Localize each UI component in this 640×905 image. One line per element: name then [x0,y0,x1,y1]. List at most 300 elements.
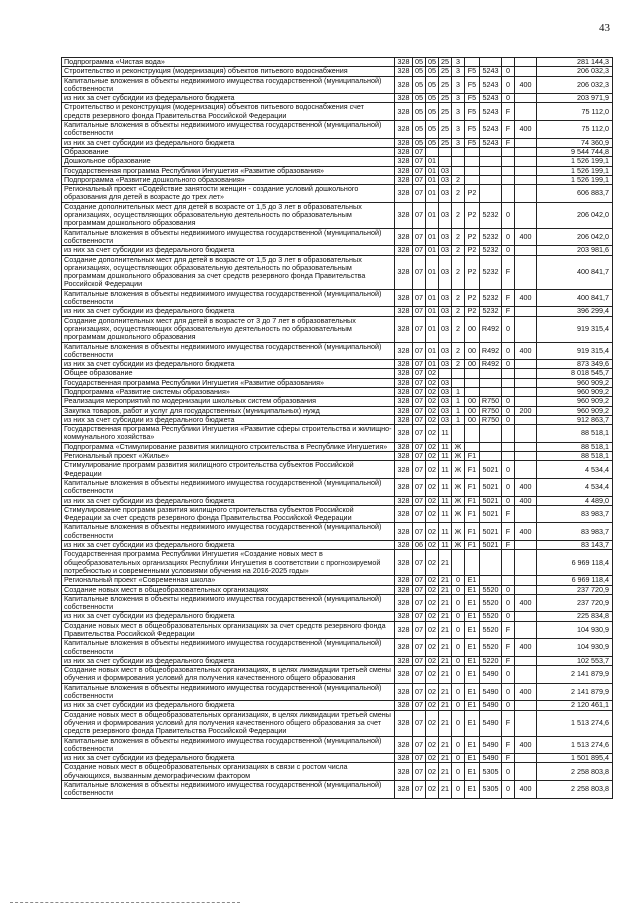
row-code-pr: 05 [426,58,439,67]
row-code-ved: 328 [395,157,413,166]
row-amount: 104 930,9 [537,621,613,639]
row-code-csr3: 00 [465,316,480,342]
row-code-csr3: E1 [465,666,480,684]
row-code-csr4 [480,550,502,576]
row-name: Региональный проект «Современная школа» [62,576,395,585]
row-name: Капитальные вложения в объекты недвижимого имущества государственной (муниципальной) собственности [62,478,395,496]
row-code-rz: 07 [413,185,426,203]
row-amount: 102 553,7 [537,656,613,665]
row-code-ved: 328 [395,255,413,289]
row-amount: 8 018 545,7 [537,369,613,378]
row-name: Закупка товаров, работ и услуг для государственных (муниципальных) нужд [62,406,395,415]
row-code-pr: 02 [426,621,439,639]
row-code-csr4: 5490 [480,710,502,736]
row-code-csr4: 5520 [480,612,502,621]
row-code-vr [515,541,537,550]
row-code-csr4: R492 [480,360,502,369]
row-code-csr2: 0 [452,763,465,781]
row-code-ved: 328 [395,666,413,684]
row-code-pr: 05 [426,121,439,139]
row-code-pr: 05 [426,76,439,94]
row-name: Подпрограмма «Стимулирование развития жилищного строительства в Республике Ингушетия» [62,442,395,451]
row-code-pr: 02 [426,666,439,684]
row-amount: 203 971,9 [537,94,613,103]
row-code-csr4 [480,185,502,203]
row-code-rz: 05 [413,58,426,67]
row-code-csr2: 0 [452,585,465,594]
table-row [62,378,613,387]
row-code-csr1: 03 [439,316,452,342]
row-code-ved: 328 [395,523,413,541]
row-code-rz: 07 [413,246,426,255]
table-row [62,442,613,451]
row-code-csr4: 5305 [480,781,502,799]
row-code-csr5: F [502,138,515,147]
table-row [62,781,613,799]
row-code-csr1: 11 [439,496,452,505]
row-code-pr: 02 [426,736,439,754]
row-code-vr [515,612,537,621]
row-code-csr4: 5243 [480,94,502,103]
row-code-csr5: 0 [502,342,515,360]
row-code-csr4: 5243 [480,67,502,76]
row-code-csr1: 25 [439,138,452,147]
row-code-pr: 02 [426,387,439,396]
budget-table [61,57,613,799]
row-code-vr: 400 [515,496,537,505]
row-code-csr5 [502,175,515,184]
row-code-csr4 [480,378,502,387]
row-code-rz: 05 [413,103,426,121]
row-code-vr [515,452,537,461]
row-code-csr1: 03 [439,307,452,316]
table-row [62,621,613,639]
row-code-pr: 02 [426,550,439,576]
row-code-vr [515,202,537,228]
row-code-csr5: F [502,103,515,121]
row-code-csr1: 25 [439,103,452,121]
row-amount: 88 518,1 [537,452,613,461]
row-code-rz: 07 [413,425,426,443]
table-row [62,157,613,166]
row-code-csr4: 5520 [480,594,502,612]
row-code-csr4: R750 [480,397,502,406]
table-row [62,342,613,360]
row-code-csr3: 00 [465,406,480,415]
row-code-vr [515,316,537,342]
row-code-pr: 02 [426,639,439,657]
row-code-pr: 02 [426,505,439,523]
page-number: 43 [599,22,610,34]
row-code-csr3: F5 [465,103,480,121]
table-row [62,147,613,156]
table-row [62,656,613,665]
row-amount: 88 518,1 [537,442,613,451]
row-code-csr4: 5220 [480,656,502,665]
row-name: Дошкольное образование [62,157,395,166]
row-code-csr5: 0 [502,76,515,94]
row-name: из них за счет субсидии из федерального бюджета [62,541,395,550]
row-code-rz: 05 [413,76,426,94]
row-code-csr1: 11 [439,505,452,523]
row-code-csr3: P2 [465,289,480,307]
row-code-csr3: P2 [465,246,480,255]
row-code-csr4: 5490 [480,666,502,684]
row-code-csr5: 0 [502,763,515,781]
row-code-rz: 07 [413,666,426,684]
row-code-rz: 07 [413,505,426,523]
row-name: Реализация мероприятий по модернизации школьных систем образования [62,397,395,406]
row-name: Государственная программа Республики Ингушетия «Развитие сферы строительства и жилищно-коммунального хозяйства» [62,425,395,443]
row-code-csr2: 3 [452,76,465,94]
row-code-vr [515,157,537,166]
row-code-vr: 400 [515,594,537,612]
row-code-ved: 328 [395,342,413,360]
row-code-csr4 [480,58,502,67]
row-code-csr4 [480,387,502,396]
row-code-rz: 07 [413,594,426,612]
row-name: из них за счет субсидии из федерального бюджета [62,307,395,316]
table-row [62,369,613,378]
row-code-vr [515,387,537,396]
row-name: из них за счет субсидии из федерального бюджета [62,138,395,147]
row-code-csr1: 03 [439,175,452,184]
row-code-csr4 [480,147,502,156]
row-amount: 960 909,2 [537,378,613,387]
row-code-csr2 [452,378,465,387]
row-code-csr5: F [502,523,515,541]
row-code-csr2: 0 [452,656,465,665]
row-name: Подпрограмма «Чистая вода» [62,58,395,67]
row-code-csr5: 0 [502,67,515,76]
row-code-csr4: 5021 [480,523,502,541]
row-code-pr: 02 [426,369,439,378]
row-code-csr1: 25 [439,94,452,103]
row-code-csr3: E1 [465,754,480,763]
table-row [62,94,613,103]
row-code-csr1: 25 [439,67,452,76]
row-code-rz: 07 [413,406,426,415]
row-name: Капитальные вложения в объекты недвижимого имущества государственной (муниципальной) собственности [62,683,395,701]
row-code-pr: 01 [426,307,439,316]
row-code-pr: 02 [426,541,439,550]
row-code-csr4: 5520 [480,639,502,657]
row-code-rz: 07 [413,523,426,541]
row-code-csr1: 21 [439,701,452,710]
row-code-pr: 02 [426,576,439,585]
row-code-csr3 [465,369,480,378]
row-code-csr3: 00 [465,397,480,406]
row-code-ved: 328 [395,202,413,228]
row-code-csr4 [480,425,502,443]
row-code-csr5: 0 [502,683,515,701]
row-code-rz: 07 [413,754,426,763]
table-row [62,541,613,550]
row-code-rz: 07 [413,585,426,594]
row-code-ved: 328 [395,67,413,76]
row-code-rz: 07 [413,576,426,585]
row-code-csr2: 2 [452,202,465,228]
row-code-csr3: E1 [465,683,480,701]
row-code-ved: 328 [395,228,413,246]
row-code-vr: 400 [515,342,537,360]
row-code-csr1: 21 [439,550,452,576]
row-amount: 400 841,7 [537,289,613,307]
row-code-ved: 328 [395,397,413,406]
row-code-csr5 [502,147,515,156]
row-code-csr2: 0 [452,710,465,736]
row-code-rz: 07 [413,639,426,657]
row-code-csr3: F5 [465,94,480,103]
row-code-ved: 328 [395,246,413,255]
row-code-csr1 [439,369,452,378]
row-amount: 206 042,0 [537,202,613,228]
row-code-vr: 400 [515,289,537,307]
row-amount: 1 513 274,6 [537,736,613,754]
row-code-vr [515,576,537,585]
table-row [62,585,613,594]
row-code-csr4: 5232 [480,289,502,307]
row-code-csr2: 0 [452,576,465,585]
row-code-csr3: P2 [465,255,480,289]
row-code-pr: 02 [426,478,439,496]
row-code-rz: 07 [413,397,426,406]
row-code-rz: 07 [413,166,426,175]
row-code-ved: 328 [395,406,413,415]
row-code-rz: 07 [413,496,426,505]
row-code-rz: 07 [413,442,426,451]
row-code-rz: 07 [413,612,426,621]
row-code-csr2: 3 [452,58,465,67]
row-code-csr4: 5490 [480,701,502,710]
row-code-rz: 07 [413,147,426,156]
row-code-csr1: 21 [439,585,452,594]
row-code-pr: 02 [426,612,439,621]
row-code-csr4: 5520 [480,585,502,594]
row-code-csr5 [502,576,515,585]
row-code-csr3 [465,147,480,156]
row-amount: 281 144,3 [537,58,613,67]
row-code-csr1: 03 [439,360,452,369]
row-code-csr1: 11 [439,523,452,541]
row-code-csr2 [452,369,465,378]
row-amount: 206 042,0 [537,228,613,246]
row-name: Строительство и реконструкция (модернизация) объектов питьевого водоснабжения [62,67,395,76]
row-code-vr: 400 [515,683,537,701]
row-code-csr2: Ж [452,478,465,496]
row-code-csr1: 21 [439,781,452,799]
row-code-pr: 02 [426,461,439,479]
row-code-csr3 [465,442,480,451]
row-code-csr5: 0 [502,781,515,799]
row-amount: 225 834,8 [537,612,613,621]
row-code-pr: 02 [426,781,439,799]
row-code-ved: 328 [395,763,413,781]
row-code-vr: 400 [515,228,537,246]
row-code-ved: 328 [395,138,413,147]
row-code-csr5 [502,157,515,166]
row-code-csr5: F [502,621,515,639]
row-code-rz: 07 [413,289,426,307]
row-code-csr3: F1 [465,478,480,496]
row-code-rz: 07 [413,701,426,710]
row-code-ved: 328 [395,612,413,621]
row-amount: 75 112,0 [537,103,613,121]
row-code-csr2: 1 [452,387,465,396]
row-code-csr4: 5021 [480,541,502,550]
row-code-vr [515,246,537,255]
row-code-csr2: Ж [452,442,465,451]
row-code-csr3: E1 [465,710,480,736]
row-name: Создание дополнительных мест для детей в возрасте от 1,5 до 3 лет в образовательных организациях, осуществляющих образовательную деятельность по образовательным программам дошкольного образования [62,202,395,228]
row-code-csr1: 11 [439,442,452,451]
table-row [62,76,613,94]
row-code-rz: 07 [413,415,426,424]
row-code-csr3: E1 [465,639,480,657]
row-code-csr1: 21 [439,639,452,657]
row-code-rz: 07 [413,307,426,316]
table-row [62,166,613,175]
row-name: Капитальные вложения в объекты недвижимого имущества государственной (муниципальной) собственности [62,639,395,657]
row-amount: 4 534,4 [537,461,613,479]
row-amount: 400 841,7 [537,255,613,289]
row-code-vr [515,754,537,763]
row-code-csr5: 0 [502,594,515,612]
row-code-csr5 [502,387,515,396]
row-code-csr4: 5490 [480,754,502,763]
row-code-ved: 328 [395,585,413,594]
row-code-csr3: F1 [465,461,480,479]
row-code-csr1: 03 [439,378,452,387]
row-name: из них за счет субсидии из федерального бюджета [62,701,395,710]
row-amount: 2 120 461,1 [537,701,613,710]
row-code-csr2: 0 [452,621,465,639]
table-row [62,505,613,523]
row-code-vr [515,585,537,594]
row-name: Капитальные вложения в объекты недвижимого имущества государственной (муниципальной) собственности [62,121,395,139]
row-code-csr3 [465,58,480,67]
row-code-ved: 328 [395,781,413,799]
row-code-vr: 200 [515,406,537,415]
row-name: Образование [62,147,395,156]
row-code-ved: 328 [395,754,413,763]
row-code-rz: 07 [413,228,426,246]
row-code-pr: 01 [426,185,439,203]
row-code-csr5: F [502,505,515,523]
row-code-csr3: E1 [465,656,480,665]
table-row [62,202,613,228]
row-name: Региональный проект «Содействие занятости женщин - создание условий дошкольного образования для детей в возрасте до трех лет» [62,185,395,203]
row-code-csr3 [465,378,480,387]
row-code-csr2 [452,157,465,166]
row-code-csr2: Ж [452,452,465,461]
row-code-rz: 07 [413,369,426,378]
row-code-csr2: 2 [452,307,465,316]
row-code-csr2: Ж [452,496,465,505]
row-code-csr5: F [502,289,515,307]
row-code-pr: 02 [426,415,439,424]
row-code-rz: 05 [413,67,426,76]
row-code-csr4: 5021 [480,505,502,523]
row-code-csr5: 0 [502,612,515,621]
row-code-csr2 [452,550,465,576]
row-code-csr5: 0 [502,360,515,369]
row-code-vr [515,175,537,184]
row-code-csr2: 0 [452,666,465,684]
row-code-csr3 [465,175,480,184]
table-row [62,406,613,415]
row-name: из них за счет субсидии из федерального бюджета [62,656,395,665]
row-code-rz: 07 [413,550,426,576]
table-row [62,736,613,754]
table-row [62,496,613,505]
row-name: Государственная программа Республики Ингушетия «Развитие образования» [62,378,395,387]
row-code-pr: 02 [426,683,439,701]
row-code-csr1: 11 [439,452,452,461]
row-code-csr5: 0 [502,246,515,255]
row-code-rz: 07 [413,157,426,166]
row-code-csr3: P2 [465,307,480,316]
row-code-rz: 05 [413,138,426,147]
row-code-pr: 02 [426,585,439,594]
row-code-csr3: 00 [465,360,480,369]
row-name: Государственная программа Республики Ингушетия «Создание новых мест в общеобразовательных организациях Республики Ингушетия в соответствии с прогнозируемой потребностью и современными условиями обучения на 2016-2025 годы» [62,550,395,576]
row-amount: 88 518,1 [537,425,613,443]
row-code-csr3 [465,157,480,166]
row-name: Капитальные вложения в объекты недвижимого имущества государственной (муниципальной) собственности [62,523,395,541]
table-row [62,461,613,479]
row-code-pr: 02 [426,406,439,415]
row-code-csr3 [465,425,480,443]
row-code-rz: 07 [413,461,426,479]
row-name: из них за счет субсидии из федерального бюджета [62,496,395,505]
row-name: Строительство и реконструкция (модернизация) объектов питьевого водоснабжения счет средств резервного фонда Правительства Российской Федерации [62,103,395,121]
row-code-csr1: 11 [439,478,452,496]
row-code-pr: 01 [426,316,439,342]
row-code-rz: 07 [413,255,426,289]
row-code-ved: 328 [395,505,413,523]
row-code-vr: 400 [515,76,537,94]
row-code-csr2: 2 [452,228,465,246]
row-code-csr1 [439,157,452,166]
row-amount: 104 930,9 [537,639,613,657]
row-code-ved: 328 [395,736,413,754]
row-code-vr [515,255,537,289]
row-amount: 203 981,6 [537,246,613,255]
row-name: Стимулирование программ развития жилищного строительства субъектов Российской Федерации [62,461,395,479]
row-code-csr2 [452,166,465,175]
row-code-vr [515,621,537,639]
table-row [62,360,613,369]
row-code-csr5: 0 [502,397,515,406]
row-amount: 2 258 803,8 [537,763,613,781]
row-name: Создание новых мест в общеобразовательных организациях [62,585,395,594]
row-code-csr3: F5 [465,67,480,76]
table-row [62,103,613,121]
row-code-csr1: 21 [439,666,452,684]
row-code-csr2: 0 [452,781,465,799]
row-amount: 2 258 803,8 [537,781,613,799]
row-code-csr2: 0 [452,736,465,754]
row-code-vr [515,147,537,156]
row-code-vr [515,666,537,684]
row-code-csr3: F1 [465,452,480,461]
row-code-vr [515,369,537,378]
row-code-pr: 02 [426,442,439,451]
row-code-rz: 07 [413,781,426,799]
table-row [62,246,613,255]
row-code-csr4: 5243 [480,103,502,121]
